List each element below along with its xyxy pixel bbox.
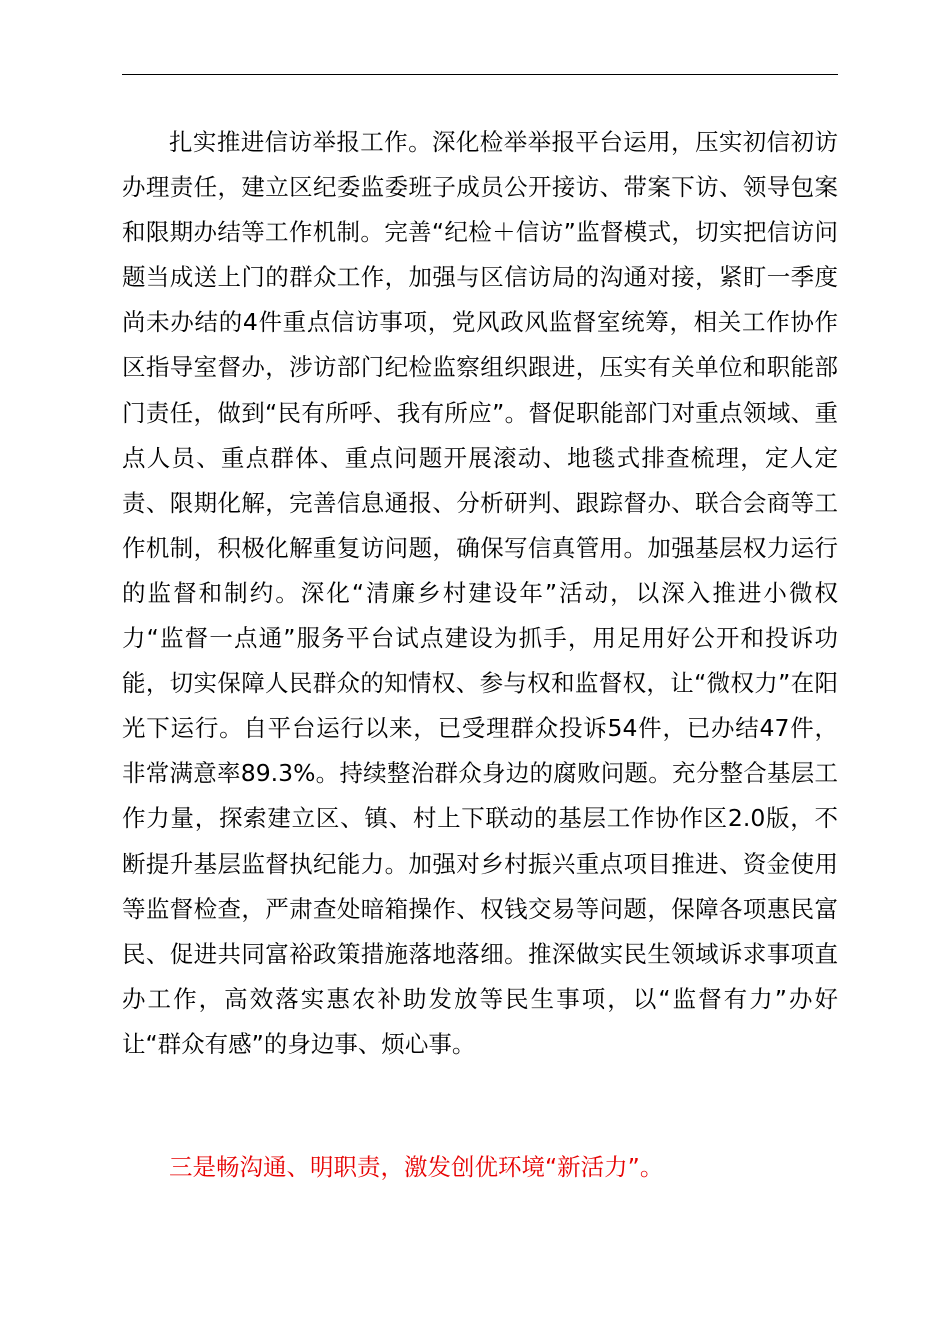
header-rule <box>122 74 838 75</box>
body-paragraph: 扎实推进信访举报工作。深化检举举报平台运用，压实初信初访办理责任，建立区纪委监委班子成员公开接访、带案下访、领导包案和限期办结等工作机制。完善“纪检＋信访”监督模式，切实把信访问题当成送上门的群众工作，加强与区信访局的沟通对接，紧盯一季度尚未办结的4件重点信访事项，党风政风监督室统筹，相关工作协作区指导室督办，涉访部门纪检监察组织跟进，压实有关单位和职能部门责任，做到“民有所呼、我有所应”。督促职能部门对重点领域、重点人员、重点群体、重点问题开展滚动、地毯式排查梳理，定人定责、限期化解，完善信息通报、分析研判、跟踪督办、联合会商等工作机制，积极化解重复访问题，确保写信真管用。加强基层权力运行的监督和制约。深化“清廉乡村建设年”活动，以深入推进小微权力“监督一点通”服务平台试点建设为抓手，用足用好公开和投诉功能，切实保障人民群众的知情权、参与权和监督权，让“微权力”在阳光下运行。自平台运行以来，已受理群众投诉54件，已办结47件，非常满意率89.3%。持续整治群众身边的腐败问题。充分整合基层工作力量，探索建立区、镇、村上下联动的基层工作协作区2.0版，不断提升基层监督执纪能力。加强对乡村振兴重点项目推进、资金使用等监督检查，严肃查处暗箱操作、权钱交易等问题，保障各项惠民富民、促进共同富裕政策措施落地落细。推深做实民生领域诉求事项直办工作，高效落实惠农补助发放等民生事项，以“监督有力”办好让“群众有感”的身边事、烦心事。 <box>122 128 838 1058</box>
section-heading: 三是畅沟通、明职责，激发创优环境“新活力”。 <box>169 1153 664 1181</box>
